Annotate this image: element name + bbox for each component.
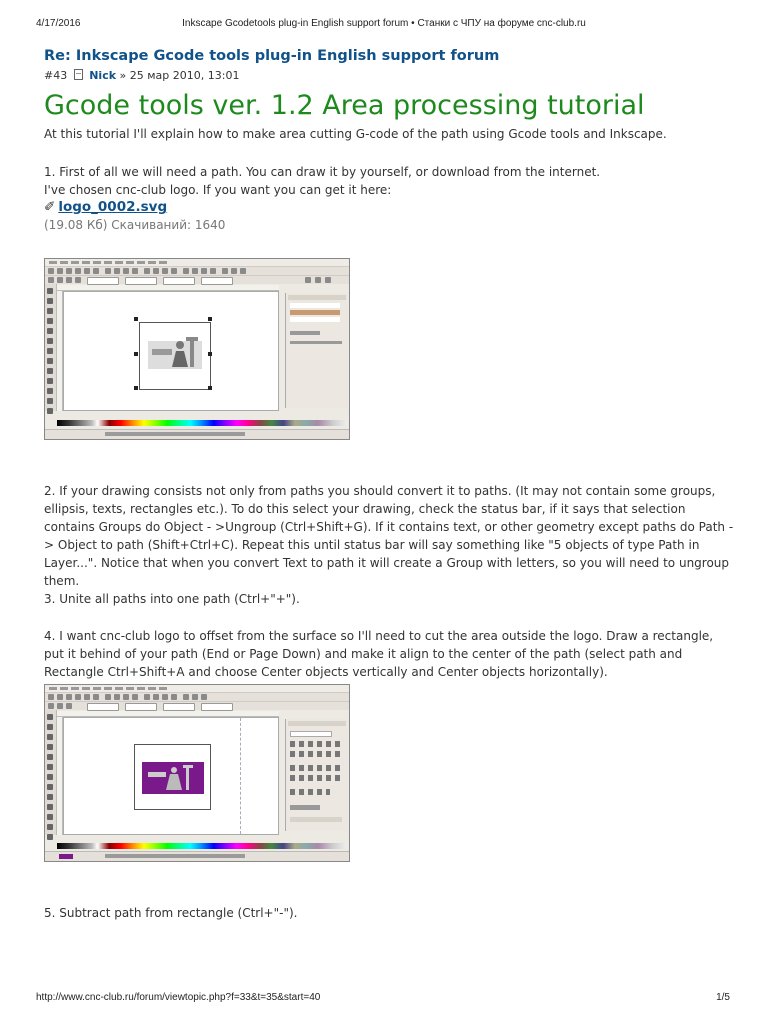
- paperclip-icon: ✐: [44, 199, 56, 215]
- print-page-number: 1/5: [716, 992, 730, 1003]
- screenshot-color-palette: [57, 843, 347, 849]
- screenshot-toolbox: [45, 710, 57, 835]
- purple-rectangle: [142, 762, 204, 794]
- print-page-title: Inkscape Gcodetools plug-in English support forum • Станки с ЧПУ на форуме cnc-club.ru: [182, 18, 586, 29]
- screenshot-toolbar-1: [45, 692, 349, 701]
- step4-paragraph: 4. I want cnc-club logo to offset from the surface so I'll need to cut the area outside the logo. Draw a rectangle, put it behind of your path (End or Page Down) and make it align to the center of the path (select path and Rectangle Ctrl+Shift+A and choose Center objects vertically and Center objects horizontally).: [44, 629, 714, 679]
- attachment-filename: logo_0002.svg: [58, 199, 168, 215]
- post-title-link[interactable]: Re: Inkscape Gcode tools plug-in English support forum: [44, 48, 500, 64]
- screenshot-toolbox: [45, 284, 57, 411]
- cnc-club-logo-image: [142, 762, 204, 794]
- inkscape-screenshot-1: [44, 258, 350, 440]
- screenshot-canvas: [63, 717, 279, 835]
- post-number[interactable]: #43: [44, 69, 68, 82]
- intro-paragraph: At this tutorial I'll explain how to make area cutting G-code of the path using Gcode tools and Inkscape.: [44, 127, 667, 141]
- tutorial-heading: Gcode tools ver. 1.2 Area processing tutorial: [44, 90, 645, 121]
- cnc-club-logo-image: [140, 323, 210, 389]
- screenshot-toolbar-2: [45, 701, 349, 710]
- step1-line2: I've chosen cnc-club logo. If you want you can get it here:: [44, 183, 392, 197]
- screenshot-color-palette: [57, 420, 347, 426]
- print-url: http://www.cnc-club.ru/forum/viewtopic.php?f=33&t=35&start=40: [36, 992, 321, 1003]
- step2-paragraph: 2. If your drawing consists not only from paths you should convert it to paths. (It may not contain some groups, ellipsis, texts, rectangles etc.). To do this select your drawing, check the status bar, if it says that selection contains Groups do Object - >Ungroup (Ctrl+Shift+G). If it contains text, or other geometry except paths do Path -> Object to path (Shift+Ctrl+C). Repeat this until status bar will say something like "5 objects of type Path in Layer...". Notice that when you convert Text to path it will create a Group with letters, so you will need to ungroup them.: [44, 484, 734, 588]
- screenshot-menubar: [45, 259, 349, 266]
- attachment-meta: (19.08 Кб) Скачиваний: 1640: [44, 218, 226, 232]
- screenshot-menubar: [45, 685, 349, 692]
- screenshot-statusbar: [45, 851, 349, 861]
- step5-paragraph: 5. Subtract path from rectangle (Ctrl+"-").: [44, 906, 298, 920]
- screenshot-align-panel: [285, 719, 348, 831]
- print-date: 4/17/2016: [36, 18, 81, 29]
- attachment-link[interactable]: [44, 199, 167, 215]
- screenshot-statusbar: [45, 429, 349, 439]
- screenshot-canvas: [63, 291, 279, 411]
- step1-line1: 1. First of all we will need a path. You can draw it by yourself, or download from the internet.: [44, 165, 601, 179]
- print-footer: [36, 992, 732, 1006]
- post-document-icon: [74, 69, 83, 80]
- screenshot-toolbar-1: [45, 266, 349, 275]
- screenshot-toolbar-2: [45, 275, 349, 284]
- post-date: » 25 мар 2010, 13:01: [119, 69, 240, 82]
- post-author-link[interactable]: Nick: [89, 69, 117, 82]
- screenshot-layers-panel: [285, 293, 348, 408]
- print-header: [36, 18, 732, 32]
- step3-paragraph: 3. Unite all paths into one path (Ctrl+"+").: [44, 592, 300, 606]
- post-meta: [44, 69, 239, 82]
- inkscape-screenshot-2: [44, 684, 350, 862]
